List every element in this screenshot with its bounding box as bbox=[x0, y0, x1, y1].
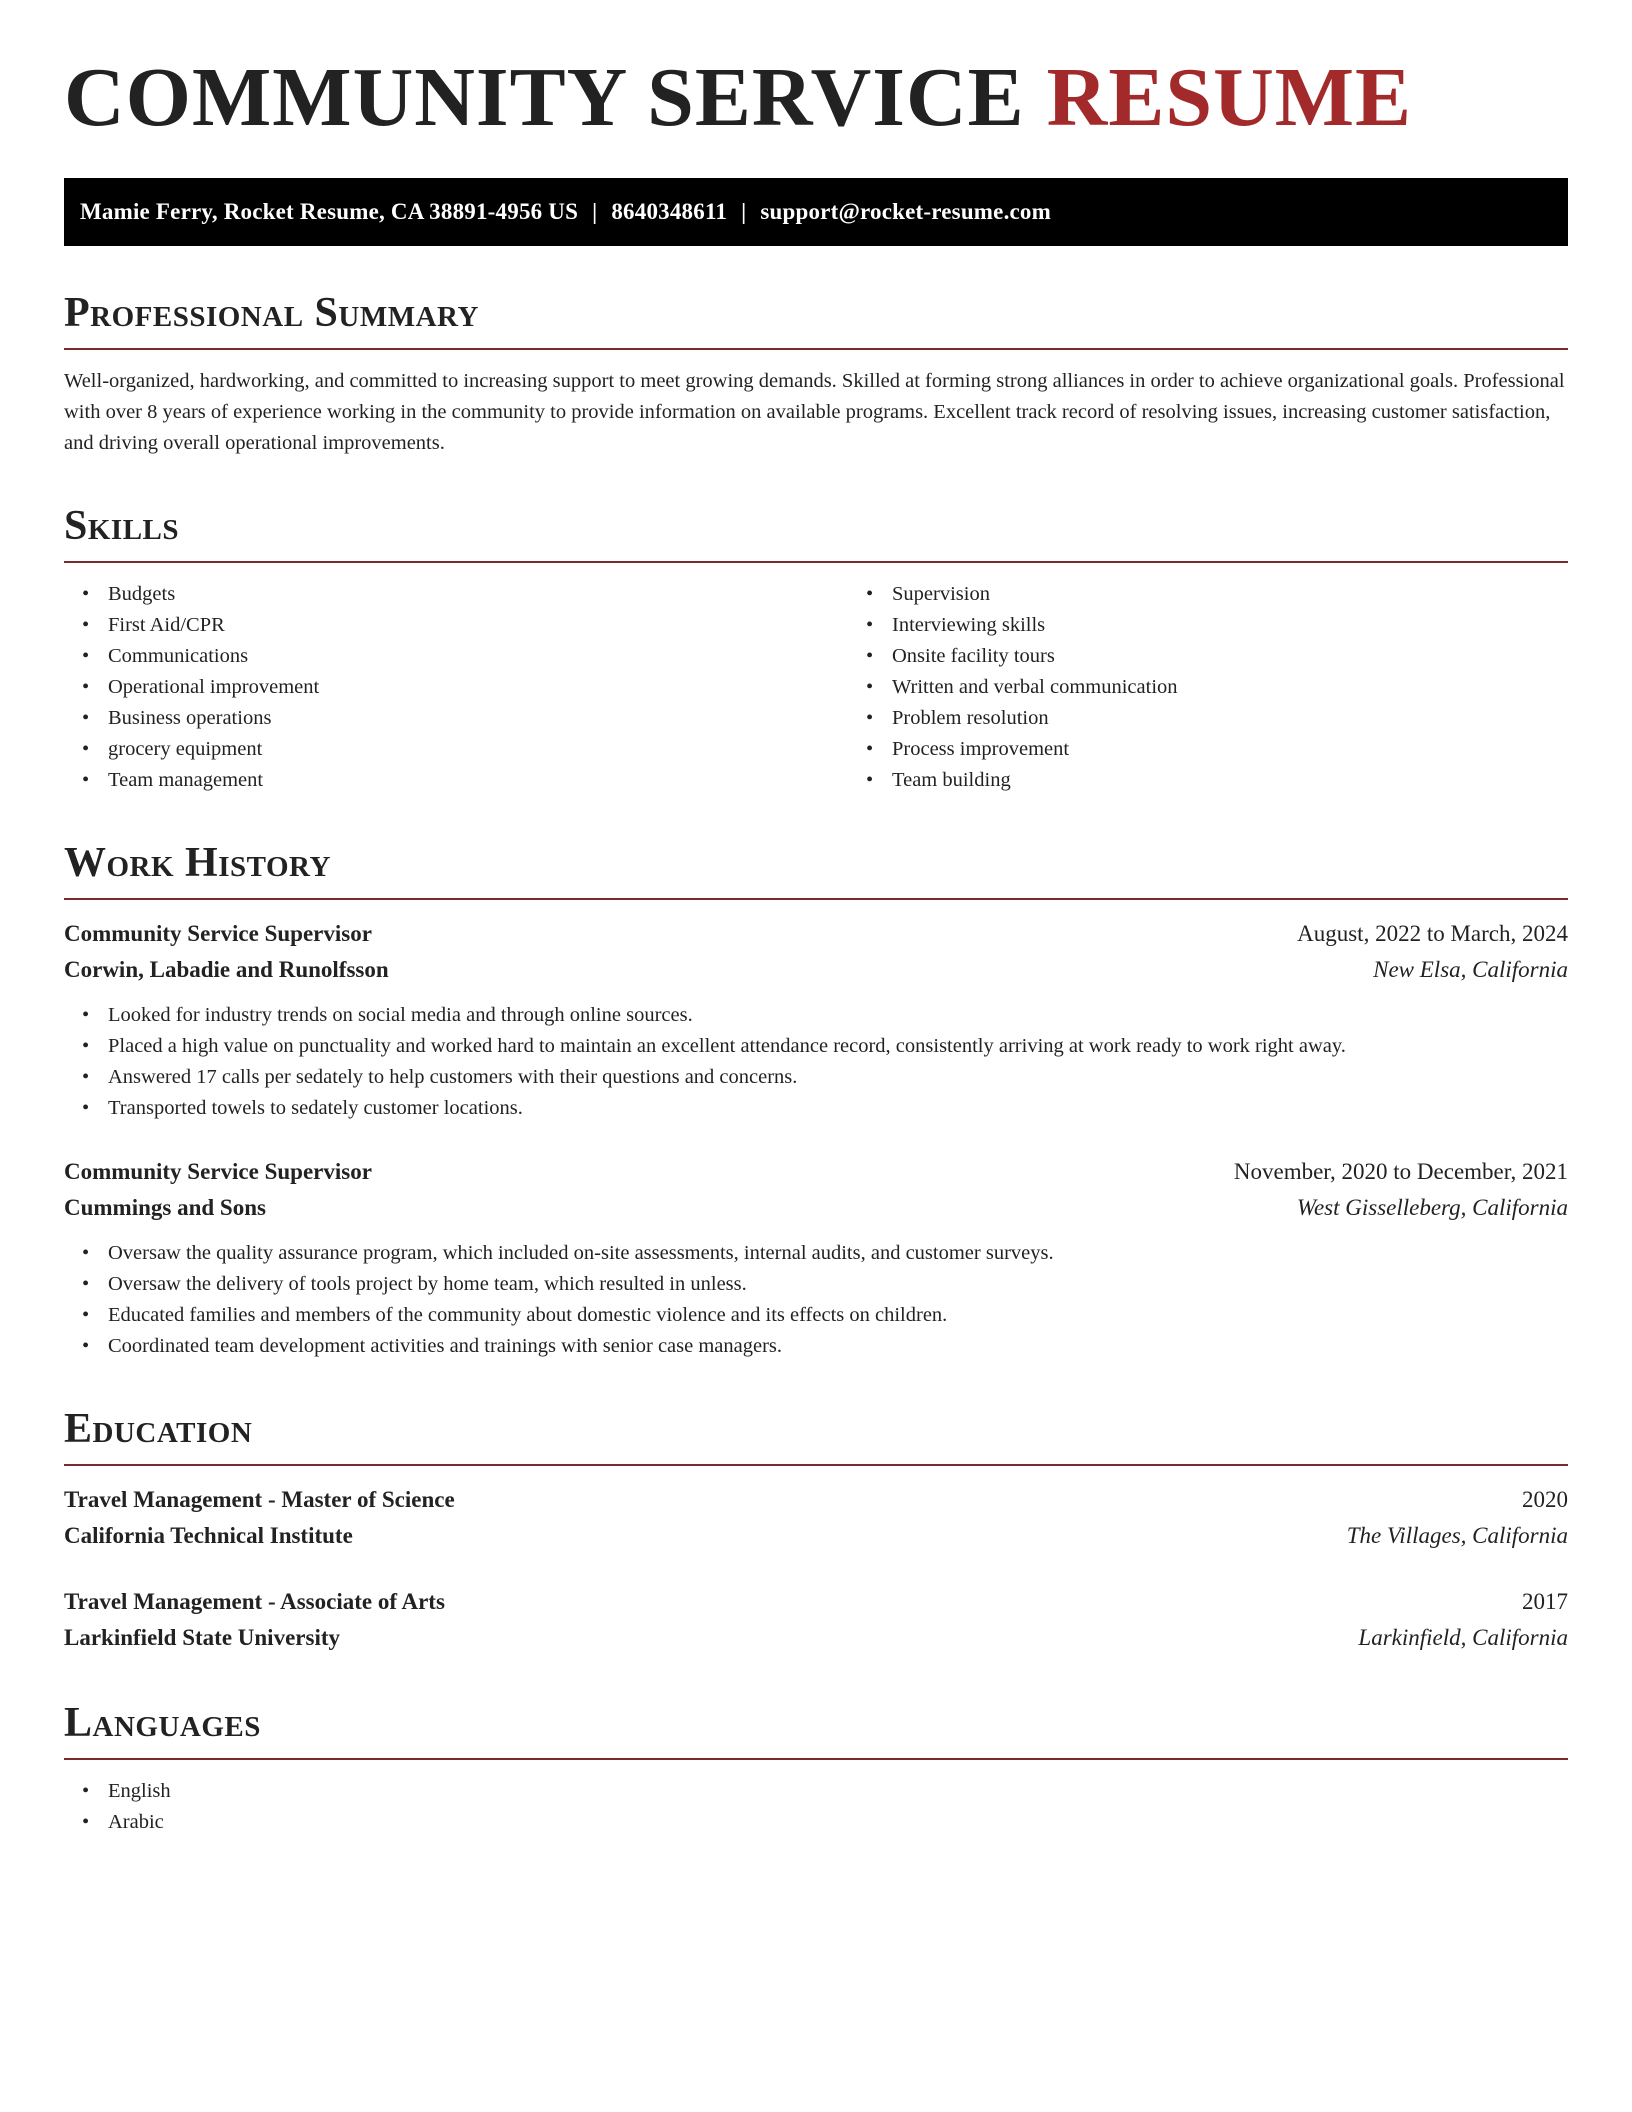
job-entry bbox=[64, 1154, 1568, 1362]
job-location: West Gisselleberg, California bbox=[1296, 1195, 1568, 1220]
education-entry bbox=[64, 1584, 1568, 1656]
job-bullet: • Answered 17 calls per sedately to help customers with their questions and concerns. bbox=[108, 1062, 1568, 1093]
skill-item: • Interviewing skills bbox=[892, 610, 1632, 641]
education-section bbox=[64, 1408, 1568, 1656]
skill-item: • Onsite facility tours bbox=[892, 641, 1632, 672]
skill-item: • Problem resolution bbox=[892, 703, 1632, 734]
contact-email[interactable]: support@rocket-resume.com bbox=[760, 199, 1051, 224]
education-heading: Education bbox=[64, 1408, 1568, 1466]
skill-item: • Written and verbal communication bbox=[892, 672, 1632, 703]
work-history-heading: Work History bbox=[64, 842, 1568, 900]
education-school: California Technical Institute bbox=[64, 1523, 353, 1548]
skill-item: • Supervision bbox=[892, 579, 1632, 610]
skills-heading: Skills bbox=[64, 505, 1568, 563]
summary-text: Well-organized, hardworking, and committed to increasing support to meet growing demands. Skilled at forming strong alliances in order to achieve organizational goals. Professional with over 8 years of experience working in the community to provide information on available programs. Excellent track record of resolving issues, increasing customer satisfaction, and driving overall operational improvements. bbox=[64, 370, 1565, 454]
education-degree: Travel Management - Associate of Arts bbox=[64, 1589, 445, 1614]
education-location: The Villages, California bbox=[1346, 1523, 1568, 1548]
contact-address: Mamie Ferry, Rocket Resume, CA 38891-4956 US bbox=[80, 199, 579, 224]
skill-item: • Operational improvement bbox=[108, 672, 848, 703]
education-year: 2017 bbox=[1522, 1589, 1568, 1614]
education-degree: Travel Management - Master of Science bbox=[64, 1487, 455, 1512]
skill-item: • Business operations bbox=[108, 703, 848, 734]
job-title: Community Service Supervisor bbox=[64, 921, 372, 946]
skill-item: • Team building bbox=[892, 765, 1632, 796]
contact-phone: 8640348611 bbox=[611, 199, 728, 224]
skill-item: • grocery equipment bbox=[108, 734, 848, 765]
skill-item: • Process improvement bbox=[892, 734, 1632, 765]
work-history-section bbox=[64, 842, 1568, 1362]
skill-item: • First Aid/CPR bbox=[108, 610, 848, 641]
job-bullets bbox=[64, 1238, 1568, 1362]
job-bullet: • Oversaw the delivery of tools project by home team, which resulted in unless. bbox=[108, 1269, 1568, 1300]
job-bullet: • Oversaw the quality assurance program, which included on-site assessments, internal audits, and customer surveys. bbox=[108, 1238, 1568, 1269]
job-bullets bbox=[64, 1000, 1568, 1124]
languages-section bbox=[64, 1702, 1568, 1838]
contact-separator: | bbox=[741, 199, 747, 224]
job-bullet: • Educated families and members of the community about domestic violence and its effects on children. bbox=[108, 1300, 1568, 1331]
job-location: New Elsa, California bbox=[1373, 957, 1568, 982]
resume-title bbox=[64, 51, 1568, 144]
contact-bar bbox=[64, 178, 1568, 246]
skills-list-left bbox=[64, 579, 848, 796]
skills-list-right bbox=[848, 579, 1632, 796]
job-dates: November, 2020 to December, 2021 bbox=[1233, 1159, 1568, 1184]
education-school: Larkinfield State University bbox=[64, 1625, 340, 1650]
skill-item: • Team management bbox=[108, 765, 848, 796]
job-bullet: • Placed a high value on punctuality and worked hard to maintain an excellent attendance record, consistently arriving at work ready to work right away. bbox=[108, 1031, 1568, 1062]
title-main: COMMUNITY SERVICE bbox=[64, 51, 1025, 144]
job-bullet: • Transported towels to sedately customer locations. bbox=[108, 1093, 1568, 1124]
summary-section bbox=[64, 292, 1568, 459]
language-item: • English bbox=[108, 1776, 1568, 1807]
summary-heading: Professional Summary bbox=[64, 292, 1568, 350]
job-company: Corwin, Labadie and Runolfsson bbox=[64, 957, 389, 982]
education-entry bbox=[64, 1482, 1568, 1554]
job-bullet: • Coordinated team development activities and trainings with senior case managers. bbox=[108, 1331, 1568, 1362]
language-item: • Arabic bbox=[108, 1807, 1568, 1838]
education-year: 2020 bbox=[1522, 1487, 1568, 1512]
skill-item: • Budgets bbox=[108, 579, 848, 610]
education-location: Larkinfield, California bbox=[1358, 1625, 1568, 1650]
languages-heading: Languages bbox=[64, 1702, 1568, 1760]
job-bullet: • Looked for industry trends on social media and through online sources. bbox=[108, 1000, 1568, 1031]
job-title: Community Service Supervisor bbox=[64, 1159, 372, 1184]
languages-list bbox=[64, 1776, 1568, 1838]
title-accent: RESUME bbox=[1046, 51, 1413, 144]
job-entry bbox=[64, 916, 1568, 1124]
contact-separator: | bbox=[592, 199, 598, 224]
skills-section bbox=[64, 505, 1568, 796]
skill-item: • Communications bbox=[108, 641, 848, 672]
job-dates: August, 2022 to March, 2024 bbox=[1297, 921, 1568, 946]
job-company: Cummings and Sons bbox=[64, 1195, 266, 1220]
